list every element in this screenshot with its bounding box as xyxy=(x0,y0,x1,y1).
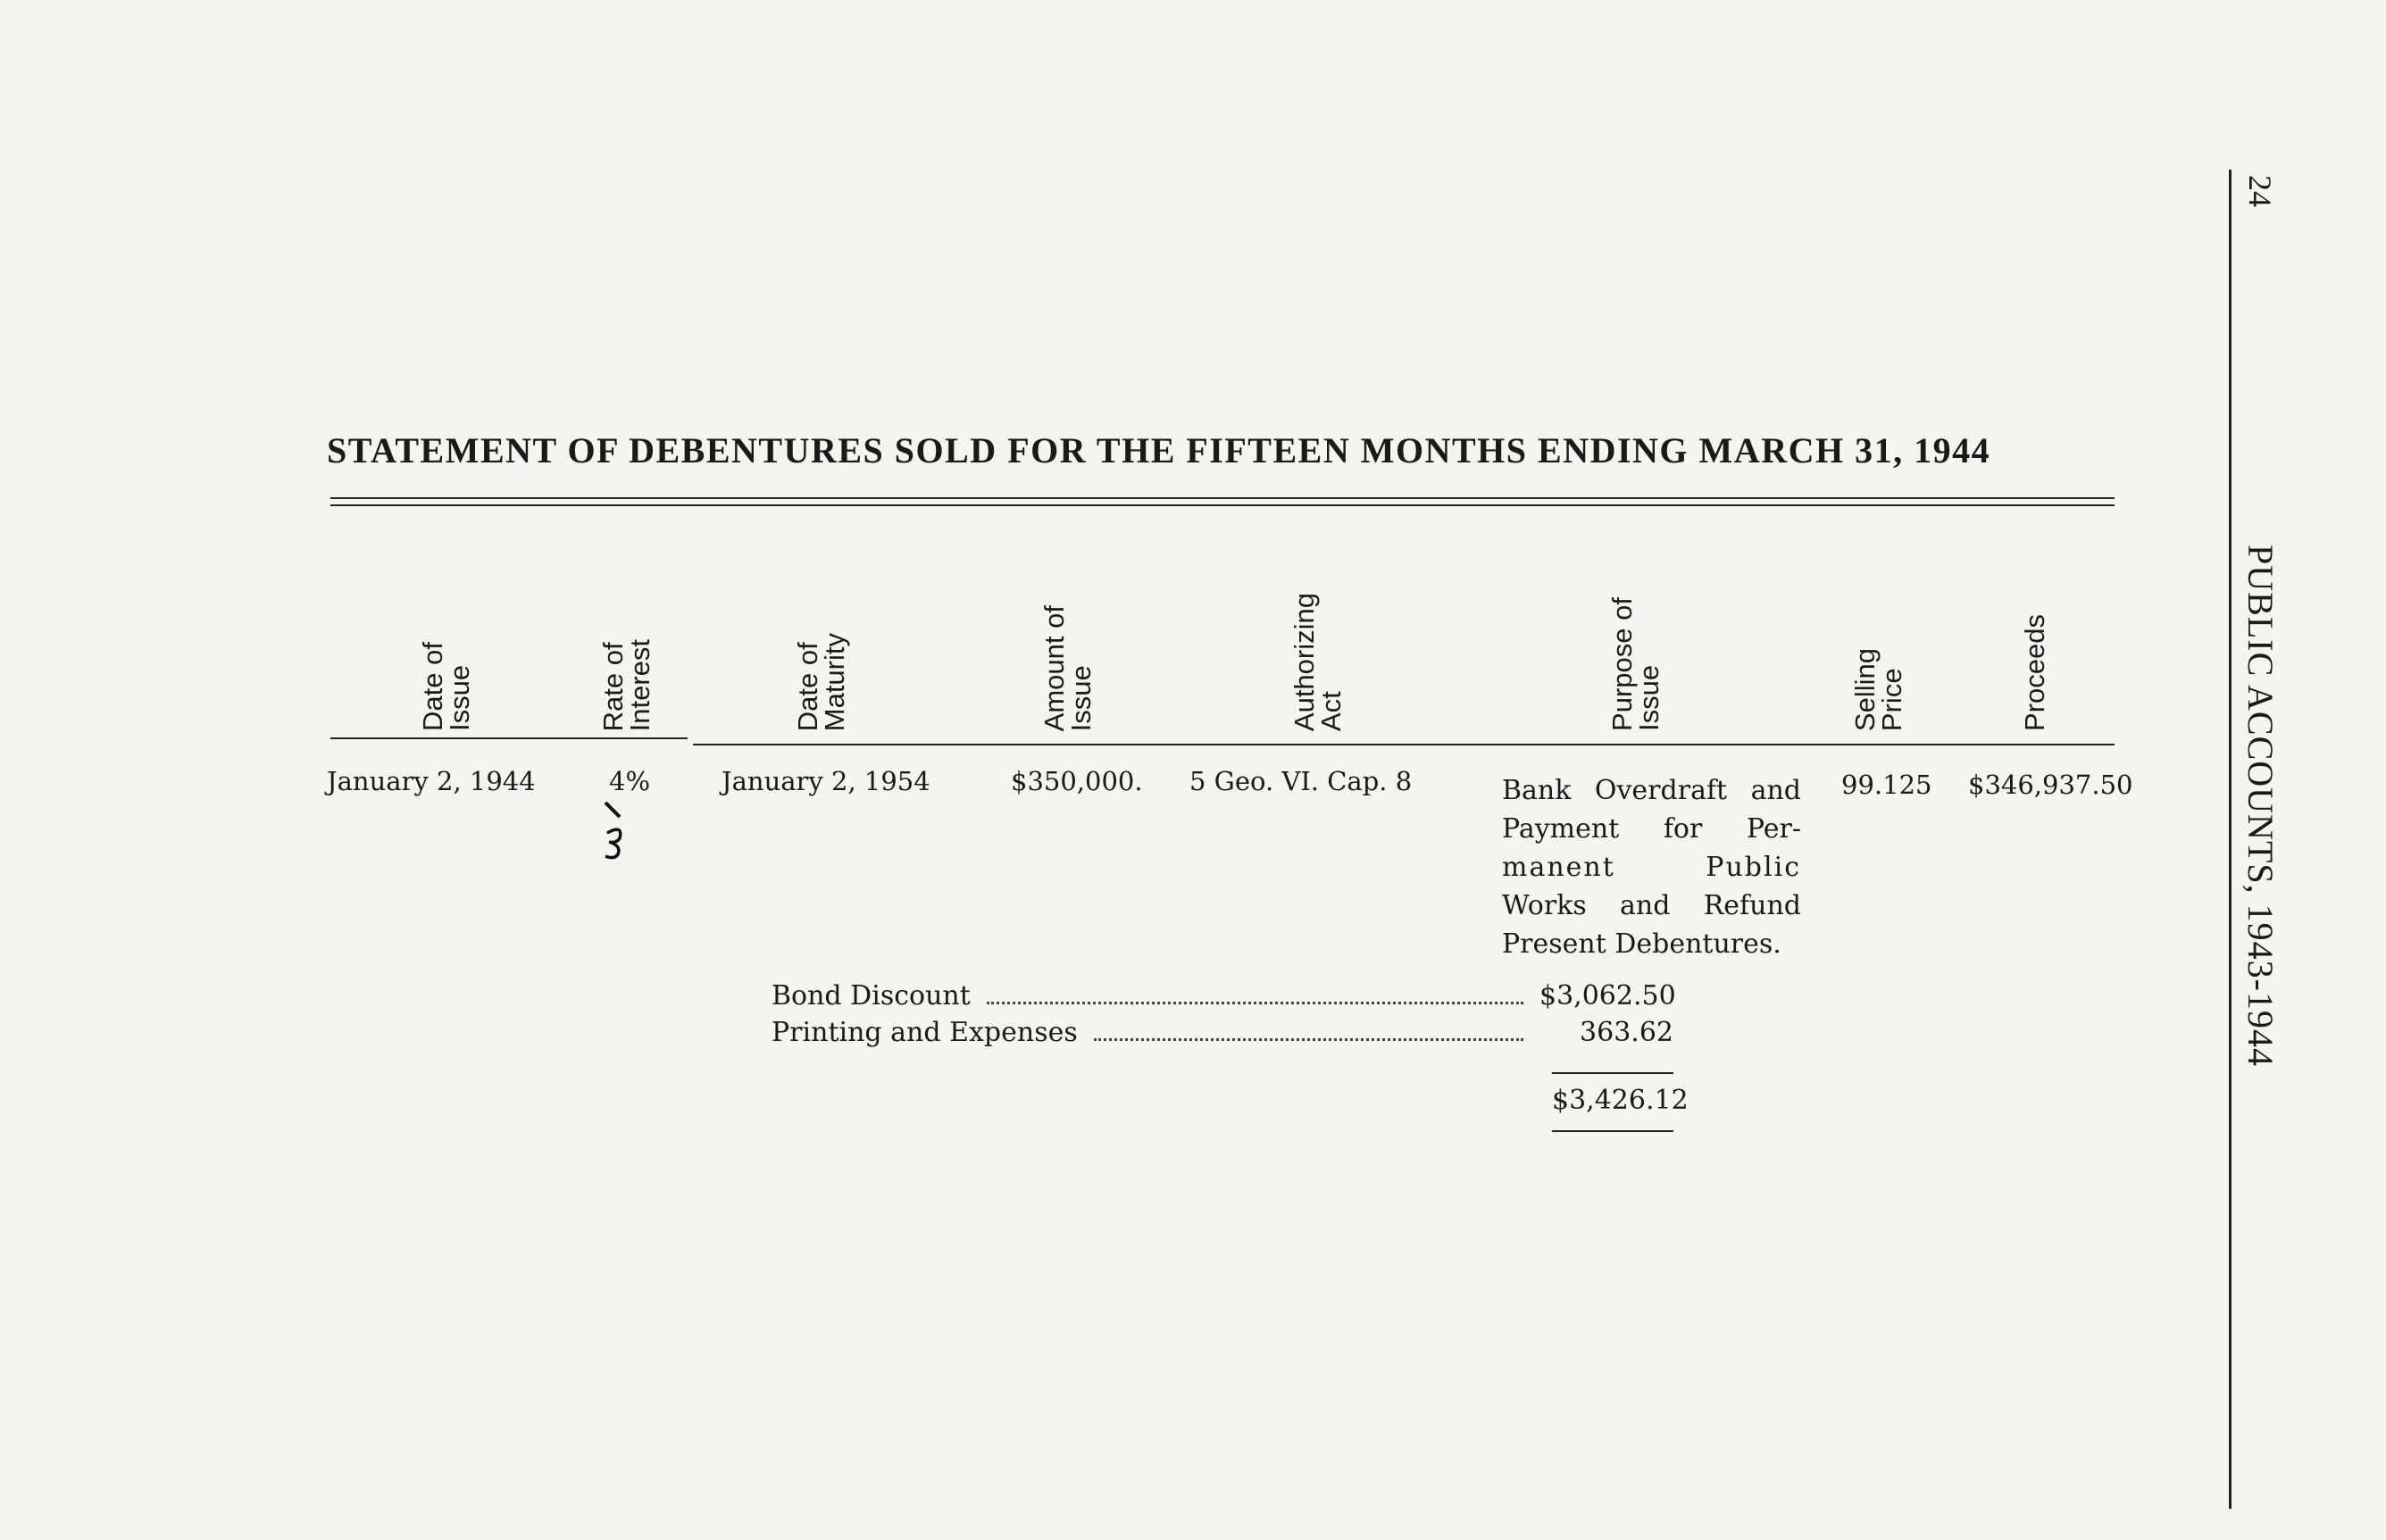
header-line: Amount of xyxy=(1039,604,1070,731)
header-authorizing-act xyxy=(1291,593,1345,731)
header-line: Rate of xyxy=(597,642,629,731)
cell-authorizing-act: 5 Geo. VI. Cap. 8 xyxy=(1189,766,1413,796)
leader-dots xyxy=(987,1002,1523,1004)
page-title: STATEMENT OF DEBENTURES SOLD FOR THE FIFTEEN MONTHS ENDING MARCH 31, 1944 xyxy=(327,430,1991,470)
header-rate-of-interest xyxy=(597,638,655,731)
header-line: Purpose of xyxy=(1606,597,1638,731)
header-line: Act xyxy=(1315,691,1347,731)
summary-row-printing-expenses xyxy=(772,1017,1673,1053)
header-line: Issue xyxy=(1633,664,1664,731)
summary-row-bond-discount xyxy=(772,980,1676,1016)
header-line: Proceeds xyxy=(2019,614,2050,731)
purpose-line: Present Debentures. xyxy=(1502,928,1781,960)
cell-amount-of-issue: $350,000. xyxy=(1011,766,1143,796)
header-line: Maturity xyxy=(819,632,850,731)
purpose-line: Works and Refund xyxy=(1502,890,1801,921)
purpose-line: Payment for Per- xyxy=(1502,813,1801,845)
page-number: 24 xyxy=(2242,175,2278,207)
running-header: PUBLIC ACCOUNTS, 1943-1944 xyxy=(2240,545,2281,1067)
header-line: Issue xyxy=(1065,664,1097,731)
cell-proceeds: $346,937.50 xyxy=(1968,770,2133,800)
header-date-of-issue xyxy=(417,642,475,731)
cell-rate-of-interest: 4% xyxy=(609,766,651,796)
header-rule-right xyxy=(693,744,2115,745)
side-margin-rule xyxy=(2229,170,2232,1509)
header-date-of-maturity xyxy=(792,632,850,731)
header-line: Date of xyxy=(417,642,448,731)
title-rule-bottom xyxy=(330,504,2115,506)
handwritten-correction-mark xyxy=(600,797,636,860)
header-purpose-of-issue xyxy=(1606,597,1664,731)
header-line: Price xyxy=(1876,668,1907,731)
header-line: Authorizing xyxy=(1289,592,1320,731)
title-rule-top xyxy=(330,497,2115,499)
header-selling-price xyxy=(1849,647,1907,731)
leader-dots xyxy=(1094,1038,1523,1041)
total-rule-bottom xyxy=(1552,1130,1673,1132)
header-line: Selling xyxy=(1849,647,1881,731)
summary-label: Bond Discount xyxy=(772,980,971,1011)
cell-date-of-issue: January 2, 1944 xyxy=(327,766,536,796)
header-line: Date of xyxy=(792,642,823,731)
summary-total: $3,426.12 xyxy=(1552,1085,1689,1116)
header-line: Issue xyxy=(444,664,475,731)
purpose-line: manent Public xyxy=(1502,852,1801,883)
summary-amount: 363.62 xyxy=(1580,1017,1673,1048)
header-amount-of-issue xyxy=(1041,605,1095,731)
cell-selling-price: 99.125 xyxy=(1841,770,1932,800)
summary-label: Printing and Expenses xyxy=(772,1017,1078,1048)
total-rule-top xyxy=(1552,1072,1673,1074)
summary-amount: $3,062.50 xyxy=(1539,980,1676,1011)
header-line: Interest xyxy=(624,638,655,731)
cell-date-of-maturity: January 2, 1954 xyxy=(722,766,930,796)
header-proceeds xyxy=(2019,614,2050,731)
purpose-line: Bank Overdraft and xyxy=(1502,775,1801,806)
cell-purpose-of-issue xyxy=(1502,771,1801,963)
header-rule-left xyxy=(330,737,688,739)
